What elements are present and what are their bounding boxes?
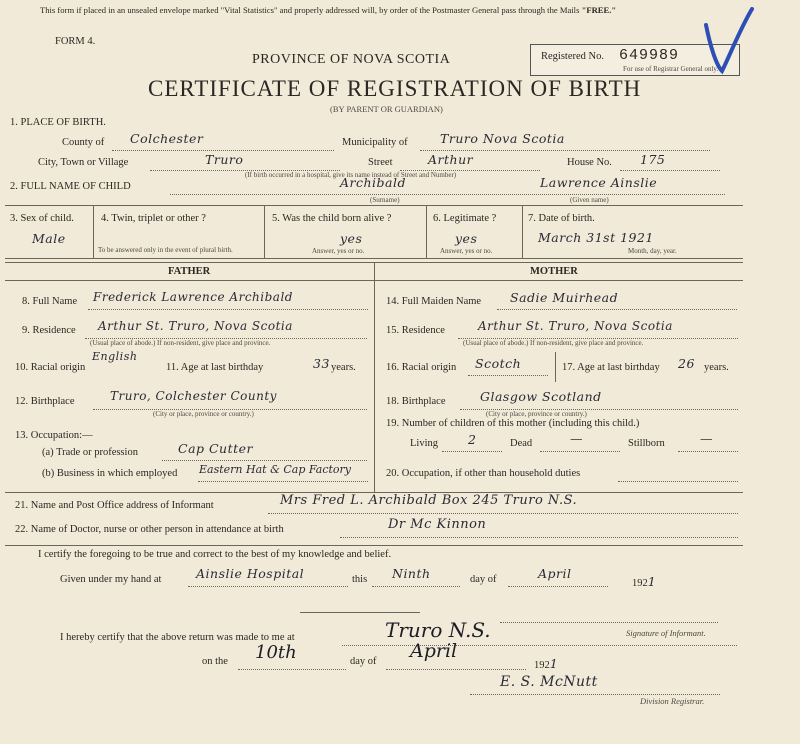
father-racial: English [92,350,138,363]
father-trade: Cap Cutter [178,441,254,456]
county-value: Colchester [130,131,204,146]
father-age: 33 [313,356,330,371]
father-residence: Arthur St. Truro, Nova Scotia [98,319,293,333]
alive-note: Answer, yes or no. [312,247,365,255]
city-value: Truro [205,152,244,167]
father-occupation-label: 13. Occupation:— [15,430,93,441]
registrar-on-label: on the [202,656,228,667]
sex-label: 3. Sex of child. [10,213,74,224]
father-racial-label: 10. Racial origin [15,362,86,373]
registrar-day-of-label: day of [350,656,377,667]
hospital-note: (If birth occurred in a hospital, give its name instead of Street and Number) [245,171,457,179]
mother-years: years. [704,362,729,373]
father-name: Frederick Lawrence Archibald [93,290,293,304]
sex-value: Male [32,231,66,246]
stillborn-value: — [700,431,713,446]
dob-label: 7. Date of birth. [528,213,595,224]
house-value: 175 [640,152,666,167]
this-label: this [352,574,368,585]
checkmark-icon [700,5,756,75]
informant-value: Mrs Fred L. Archibald Box 245 Truro N.S. [280,493,578,508]
registration-place: Truro N.S. [385,618,491,642]
twin-label: 4. Twin, triplet or other ? [101,213,206,224]
child-surname: Archibald [340,175,407,190]
registered-label: Registered No. [541,51,604,62]
father-name-label: 8. Full Name [22,296,78,307]
father-bp-note: (City or place, province or country.) [153,410,254,418]
mother-residence-note: (Usual place of abode.) If non-resident, give place and province. [463,339,644,347]
child-name-label: 2. FULL NAME OF CHILD [10,181,131,192]
doctor-label: 22. Name of Doctor, nurse or other person in attendance at birth [15,524,284,535]
mother-racial-label: 16. Racial origin [386,362,457,373]
mother-maiden-label: 14. Full Maiden Name [386,296,482,307]
mother-age: 26 [678,356,695,371]
father-heading: FATHER [168,266,211,277]
municipality-label: Municipality of [342,137,408,148]
surname-note: (Surname) [370,196,400,204]
mother-residence: Arthur St. Truro, Nova Scotia [478,319,673,333]
street-value: Arthur [428,152,474,167]
children-count-label: 19. Number of children of this mother (including this child.) [386,418,640,429]
living-label: Living [410,438,438,449]
father-years: years. [331,362,356,373]
dead-value: — [570,431,583,446]
street-label: Street [368,157,393,168]
father-age-label: 11. Age at last birthday [166,362,264,373]
mother-bp-note: (City or place, province or country.) [486,410,587,418]
registered-number: 649989 [619,47,680,64]
informant-label: 21. Name and Post Office address of Informant [15,500,214,511]
mother-birthplace-label: 18. Birthplace [386,396,446,407]
registration-day: 10th [255,642,297,663]
given-month: April [538,566,572,581]
legit-note: Answer, yes or no. [440,247,493,255]
father-residence-label: 9. Residence [22,325,76,336]
mother-birthplace: Glasgow Scotland [480,389,602,404]
mother-residence-label: 15. Residence [386,325,445,336]
mail-notice: This form if placed in an unsealed envelope marked "Vital Statistics" and properly addressed will, by order of the Postmaster General pass through the Mails "FREE." [40,5,617,15]
business-label: (b) Business in which employed [42,468,178,479]
mother-racial: Scotch [475,356,522,371]
city-label: City, Town or Village [38,157,129,168]
registrar-statement: I hereby certify that the above return was made to me at [60,632,295,643]
form-number: FORM 4. [55,36,96,47]
house-label: House No. [567,157,612,168]
trade-label: (a) Trade or profession [42,447,138,458]
father-birthplace: Truro, Colchester County [110,389,277,403]
given-day: Ninth [392,566,431,581]
mother-heading: MOTHER [530,266,578,277]
certify-statement: I certify the foregoing to be true and correct to the best of my knowledge and belief. [38,549,392,560]
father-residence-note: (Usual place of abode.) If non-resident, give place and province. [90,339,271,347]
born-alive-label: 5. Was the child born alive ? [272,213,392,224]
registrar-signature: E. S. McNutt [500,674,598,690]
registrar-use-note: For use of Registrar General only. [623,65,719,73]
dob-note: Month, day, year. [628,247,677,255]
child-given-name: Lawrence Ainslie [540,175,658,190]
place-of-birth-heading: 1. PLACE OF BIRTH. [10,117,106,128]
registration-month: April [410,640,458,662]
given-place: Ainslie Hospital [196,566,305,581]
county-label: County of [62,137,105,148]
given-under-label: Given under my hand at [60,574,162,585]
registration-year: 1921 [534,656,559,671]
dead-label: Dead [510,438,533,449]
doctor-value: Dr Mc Kinnon [388,517,487,532]
stillborn-label: Stillborn [628,438,665,449]
father-business: Eastern Hat & Cap Factory [199,463,351,476]
mother-maiden-name: Sadie Muirhead [510,290,619,305]
given-year: 1921 [632,574,657,589]
municipality-value: Truro Nova Scotia [440,131,565,146]
father-birthplace-label: 12. Birthplace [15,396,75,407]
mother-occupation-label: 20. Occupation, if other than household duties [386,468,581,479]
legitimate-label: 6. Legitimate ? [433,213,497,224]
given-name-note: (Given name) [570,196,609,204]
province-heading: PROVINCE OF NOVA SCOTIA [252,52,451,67]
informant-signature-label: Signature of Informant. [626,628,706,638]
certificate-title: CERTIFICATE OF REGISTRATION OF BIRTH [148,76,642,101]
dob-value: March 31st 1921 [538,230,654,245]
born-alive-value: yes [340,231,363,246]
certificate-subtitle: (BY PARENT OR GUARDIAN) [330,104,443,114]
living-value: 2 [468,432,477,447]
twin-note: To be answered only in the event of plural birth. [98,246,233,254]
mother-age-label: 17. Age at last birthday [562,362,660,373]
legitimate-value: yes [455,231,478,246]
day-of-label: day of [470,574,497,585]
division-registrar-label: Division Registrar. [640,696,705,706]
